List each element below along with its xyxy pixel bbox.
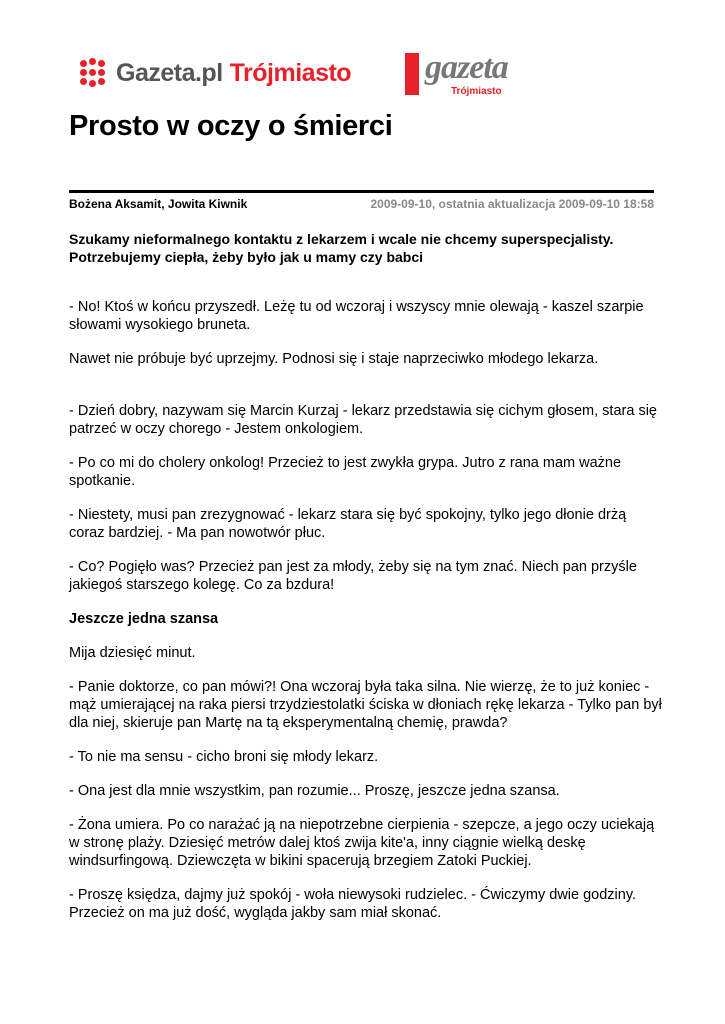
paragraph: - Dzień dobry, nazywam się Marcin Kurzaj - lekarz przedstawia się cichym głosem, stara się patrzeć w oczy chorego - Jestem onkologiem. [69,403,657,437]
logo-city-text: Trójmiasto [229,58,352,87]
article-body [69,298,664,922]
dots-logo-icon [80,58,110,88]
paragraph: - Po co mi do cholery onkolog! Przecież to jest zwykła grypa. Jutro z rana mam ważne spotkanie. [69,455,622,489]
gazeta-trojmiasto-logo[interactable] [405,50,520,100]
article-date: 2009-09-10, ostatnia aktualizacja 2009-09-10 18:58 [370,197,654,211]
paragraph: - No! Ktoś w końcu przyszedł. Leżę tu od wczoraj i wszyscy mnie olewają - kaszel szarpie słowami wysokiego bruneta. [69,299,644,333]
logo-sub-text: Trójmiasto [451,86,502,97]
logo-gazeta-word: gazeta [425,49,508,86]
header-divider [69,190,654,193]
paragraph: - To nie ma sensu - cicho broni się młody lekarz. [69,749,379,765]
paragraph: Mija dziesięć minut. [69,645,196,661]
gazeta-pl-trojmiasto-logo[interactable] [80,55,351,91]
article-title: Prosto w oczy o śmierci [69,110,393,142]
paragraph: - Co? Pogięło was? Przecież pan jest za młody, żeby się na tym znać. Niech pan przyśle jakiegoś starszego kolegę. Co za bzdura! [69,559,637,593]
paragraph: - Panie doktorze, co pan mówi?! Ona wczoraj była taka silna. Nie wierzę, że to już koniec - mąż umierającej na raka piersi trzydziestolatki ściska w dłoniach rękę lekarza - Tylko pan był dla niej, skieruje pan Martę na tą eksperymentalną chemię, prawda? [69,679,662,731]
paragraph: - Ona jest dla mnie wszystkim, pan rozumie... Proszę, jeszcze jedna szansa. [69,783,560,799]
article-meta [69,197,654,211]
paragraph: - Niestety, musi pan zrezygnować - lekarz stara się być spokojny, tylko jego dłonie drżą coraz bardziej. - Ma pan nowotwór płuc. [69,507,627,541]
article-lead: Szukamy nieformalnego kontaktu z lekarzem i wcale nie chcemy superspecjalisty. Potrzebujemy ciepła, żeby było jak u mamy czy babci [69,231,614,265]
logo-brand-text: Gazeta.pl [116,58,223,87]
article-authors: Bożena Aksamit, Jowita Kiwnik [69,197,248,211]
logo-red-bar-icon [405,53,419,95]
paragraph: Nawet nie próbuje być uprzejmy. Podnosi się i staje naprzeciwko młodego lekarza. [69,351,599,367]
paragraph: - Proszę księdza, dajmy już spokój - woła niewysoki rudzielec. - Ćwiczymy dwie godziny. Przecież on ma już dość, wygląda jakby sam miał skonać. [69,887,637,921]
paragraph: - Żona umiera. Po co narażać ją na niepotrzebne cierpienia - szepcze, a jego oczy uciekają w stronę plaży. Dziesięć metrów dalej ktoś zwija kite'a, inny ciągnie wielką deskę windsurfingową. Dziewczęta w bikini spacerują brzegiem Zatoki Puckiej. [69,817,655,869]
section-heading: Jeszcze jedna szansa [69,611,219,627]
